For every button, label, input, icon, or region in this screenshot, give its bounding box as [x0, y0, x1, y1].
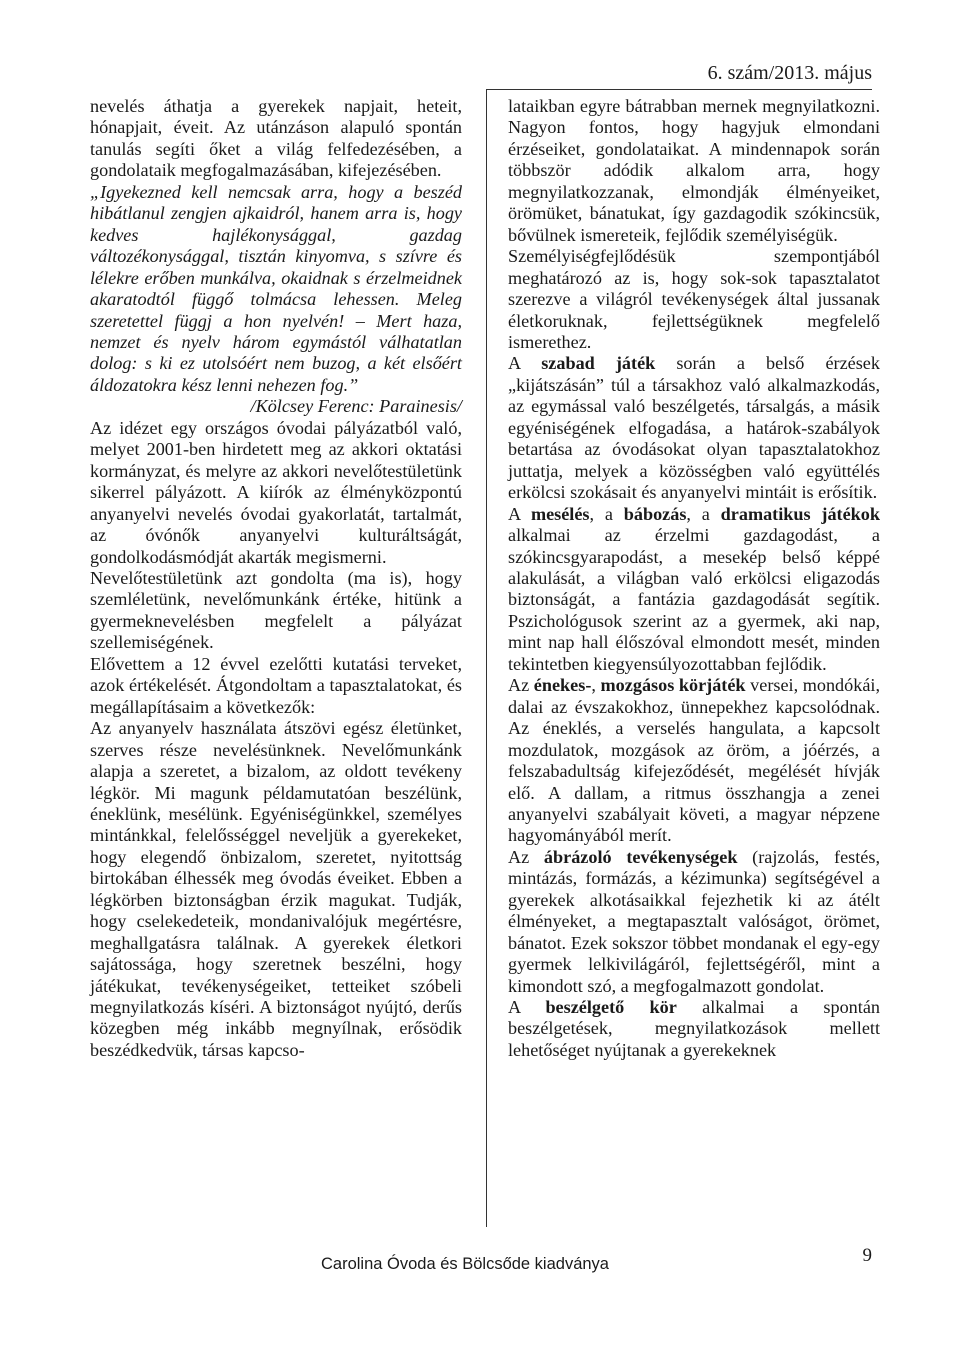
quote: „Igyekezned kell nemcsak arra, hogy a beszéd hibátlanul zengjen ajkaidról, hanem arra is, hogy kedves hajlékonysággal, gazdag változékonysággal, tisztán kinyomva, s szívre és lélekre erőben munkálva, okaidnak s érzelmeidnek akaratodtól függő tolmácsa lehessen. Meleg szeretettel függj a hon nyelvén! – Mert haza, nemzet és nyelv három egymástól válhatatlan dolog: s ki ez utolsóért nem buzog, a két elsőért áldozatokra kész lenni nehezen fog.” [90, 181, 462, 395]
text: Az [508, 675, 534, 696]
paragraph-visual-arts [508, 847, 880, 997]
paragraph: Nevelőtestületünk azt gondolta (ma is), hogy szemléletünk, nevelőmunkánk értéke, hitünk a gyermeknevelésben megfelelt a pályázat szellemiségének. [90, 567, 462, 653]
text: , [591, 675, 601, 696]
quote-attribution: /Kölcsey Ferenc: Parainesis/ [250, 396, 462, 417]
paragraph: Elővettem a 12 évvel ezelőtti kutatási terveket, azok értékelését. Átgondoltam a tapasztalatokat, és megállapításaim a következők: [90, 653, 462, 717]
paragraph-storytelling [508, 504, 880, 676]
header-rule [486, 89, 872, 90]
emphasis: dramatikus játékok [720, 503, 881, 524]
text: versei, mondókái, dalai az évszakokhoz, ünnepekhez kapcsolódnak. Az éneklés, a verselés hangulata, a kapcsolt mozdulatok, mozgások az öröm, a jóérzés, a felszabadultság kifejeződését, megélését hívják elő. A dallam, a ritmus összhangja a zenei anyanyelvi szabályait követi, a magyar népzene hagyományából merít. [508, 675, 880, 846]
paragraph: Az idézet egy országos óvodai pályázatból való, melyet 2001-ben hirdetett meg az akkori oktatási kormányzat, és melyre az akkori nevelőtestületünk sikerrel pályázott. A kiírók az élményközpontú anyanyelvi nevelés óvodai gyakorlatát, tartalmát, az óvónők anyanyelvi kulturáltságát, gondolkodásmódját akarták megismerni. [90, 417, 462, 567]
emphasis: mesélés [530, 503, 590, 524]
text: , a [686, 503, 721, 524]
text: A [508, 503, 531, 524]
text: alkalmai az érzelmi gazdagodást, a szókincsgyarapodást, a mesekép belső képpé alakulását, a világban való erkölcsi eligazodás biztonságát, a fantázia gazdagodását segítik. Pszichológusok szerint az a gyermek, aki nap, mint nap hall élőszóval elmondott mesét, minden tekintetben kiegyensúlyozottabban fejlődik. [508, 525, 880, 674]
emphasis: mozgásos körjáték [600, 675, 746, 696]
paragraph: Személyiségfejlődésük szempontjából meghatározó az is, hogy sok-sok tapasztalatot szerezve a világról tevékenységek által jussanak életkoruknak, fejlettségüknek megfelelő ismerethez. [508, 246, 880, 352]
paragraph: nevelés áthatja a gyerekek napjait, heteit, hónapjait, éveit. Az utánzáson alapuló spontán tanulás segíti őket a világ felfedezésében, a gondolataik megfogalmazásában, kifejezésében. [90, 96, 462, 181]
paragraph-talk-circle [508, 997, 880, 1061]
emphasis: bábozás [623, 503, 687, 524]
emphasis: ábrázoló tevékenységek [543, 846, 738, 867]
emphasis: énekes- [533, 675, 592, 696]
text: A [508, 353, 542, 374]
paragraph: Az anyanyelv használata átszövi egész életünket, szerves része nevelésünknek. Nevelőmunkánk alapja a szeretet, a bizalom, az oldott tevékeny légkör. Mi magunk példamutatóan beszélünk, éneklünk, mesélünk. Egyéniségünkkel, személyes mintánkkal, felelősséggel neveljük a gyerekeket, hogy elegendő önbizalom, szeretet, nyitottság birtokában élhessék meg óvodás éveiket. Ebben a légkörben biztonságban érzik magukat. Tudják, hogy cselekedeteik, mondanivalójuk megértésre, meghallgatásra találnak. A gyerekek életkori sajátossága, hogy szeretnek beszélni, hogy játékukat, tevékenységeiket, tetteiket szóbeli megnyilatkozás kíséri. A biztonságot nyújtó, derűs közegben még inkább megnyílnak, erősödik beszédkedvük, társas kapcso- [90, 718, 462, 1060]
text: (rajzolás, festés, mintázás, formázás, a kézimunka) segítségével a gyerekek alkotásaikkal fejezhetik ki az átélt élményeket, a megtapasztalt valóságot, örömet, bánatot. Ezek sokszor többet mondanak el egy-egy gyermek lelkivilágáról, fejlettségéről, mint a kimondott szó, a megfogalmazott gondolat. [508, 846, 880, 996]
text: Az [508, 846, 544, 867]
left-column [90, 96, 462, 1061]
footer-publisher: Carolina Óvoda és Bölcsőde kiadványa [320, 1255, 609, 1273]
text: , a [589, 503, 624, 524]
issue-label: 6. szám/2013. május [707, 62, 872, 84]
right-column [508, 96, 880, 1061]
paragraph: lataikban egyre bátrabban mernek megnyilatkozni. Nagyon fontos, hogy hagyjuk elmondani érzéseiket, gondolataikat. A mindennapok során többször adódik alkalom arra, hogy megnyilatkozzanak, elmondják élményeiket, örömüket, bánatukat, így gazdagodik szókincsük, bővülnek ismereteik, fejlődik személyiségük. [508, 96, 880, 245]
text: alkalmai a spontán beszélgetések, megnyilatkozások mellett lehetőséget nyújtanak a gyerekeknek [508, 997, 880, 1060]
page-number: 9 [862, 1245, 872, 1266]
text: során a belső érzések „kijátszásán” túl a társakhoz való alkalmazkodás, az egymással való beszélgetés, társalgás, a másik egyéniségének elfogadása, a határok-szabályok betartása az óvodásokat olyan tapasztalatokhoz juttatja, melyek a közösségben való együttélés erkölcsi szokásait és anyanyelvi mintáit is erősítik. [508, 353, 880, 503]
column-divider [486, 89, 487, 1227]
emphasis: szabad játék [541, 353, 656, 374]
paragraph-free-play [508, 353, 880, 503]
paragraph-singing-games [508, 675, 880, 847]
text: A [508, 997, 546, 1018]
emphasis: beszélgető kör [545, 997, 677, 1018]
